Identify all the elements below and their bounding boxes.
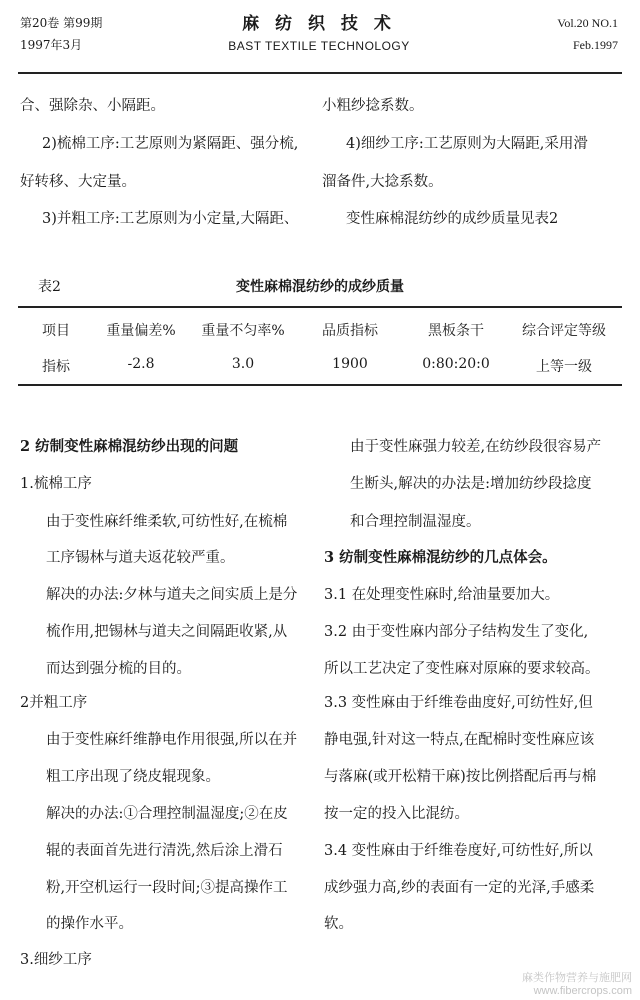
table-cell: 0:80:20:0 <box>422 356 490 372</box>
table-number: 表2 <box>38 279 61 295</box>
body-line: 变性麻棉混纺纱的成纱质量见表2 <box>346 211 559 227</box>
subsection-heading: 2并粗工序 <box>20 695 88 711</box>
body-line: 由于变性麻纤维静电作用很强,所以在并 <box>46 732 298 748</box>
page-header <box>20 12 618 72</box>
body-line: 解决的办法:①合理控制温湿度;②在皮 <box>46 806 288 822</box>
watermark-line-url: www.fibercrops.com <box>533 985 632 997</box>
body-line: 成纱强力高,纱的表面有一定的光泽,手感柔 <box>324 880 595 896</box>
body-line: 3.1 在处理变性麻时,给油量要加大。 <box>324 587 560 603</box>
table-header-cell: 综合评定等级 <box>522 323 606 339</box>
section-heading: 2 纺制变性麻棉混纺纱出现的问题 <box>20 438 239 455</box>
table-cell: 1900 <box>332 356 368 372</box>
header-right <box>557 12 618 56</box>
watermark <box>522 972 632 998</box>
table-header-cell: 项目 <box>42 323 70 339</box>
body-line: 静电强,针对这一特点,在配棉时变性麻应该 <box>324 732 595 748</box>
journal-title-zh: 麻 纺 织 技 术 <box>242 14 396 34</box>
body-line: 的操作水平。 <box>46 916 133 932</box>
table-header-cell: 重量偏差% <box>106 323 176 339</box>
body-line: 梳作用,把锡林与道夫之间隔距收紧,从 <box>46 624 288 640</box>
journal-title <box>20 12 618 56</box>
table-title: 变性麻棉混纺纱的成纱质量 <box>236 279 404 295</box>
section-heading: 3 纺制变性麻棉混纺纱的几点体会。 <box>324 549 557 566</box>
body-line: 按一定的投入比混纺。 <box>324 806 469 822</box>
table-cell: 3.0 <box>231 356 255 372</box>
body-line: 3.3 变性麻由于纤维卷曲度好,可纺性好,但 <box>324 695 593 711</box>
body-line: 2)梳棉工序:工艺原则为紧隔距、强分梳, <box>42 136 299 152</box>
table-header-cell: 品质指标 <box>322 323 378 339</box>
volume-issue: 第20卷 第99期 <box>20 16 103 30</box>
body-line: 软。 <box>324 916 353 932</box>
body-line: 和合理控制温湿度。 <box>350 514 481 530</box>
body-line: 溜备件,大捻系数。 <box>322 174 443 190</box>
body-line: 3.4 变性麻由于纤维卷度好,可纺性好,所以 <box>324 843 593 859</box>
watermark-line-zh: 麻类作物营养与施肥网 <box>522 972 632 984</box>
subsection-heading: 1.梳棉工序 <box>20 476 92 492</box>
table-caption <box>0 274 640 296</box>
table-cell: 指标 <box>42 359 70 375</box>
body-line: 合、强除杂、小隔距。 <box>20 98 165 114</box>
body-line: 好转移、大定量。 <box>20 174 136 190</box>
journal-title-en: BAST TEXTILE TECHNOLOGY <box>228 39 410 53</box>
date-en: Feb.1997 <box>573 38 618 52</box>
body-line: 小粗纱捻系数。 <box>322 98 424 114</box>
table-header-cell: 重量不匀率% <box>201 323 285 339</box>
table-cell: -2.8 <box>127 356 155 372</box>
table-header-cell: 黑板条干 <box>428 323 484 339</box>
table-top-rule <box>18 306 622 308</box>
table-cell: 上等一级 <box>536 359 592 375</box>
issue-date: 1997年3月 <box>20 38 83 52</box>
header-rule <box>18 72 622 74</box>
table-row <box>0 354 640 378</box>
body-line: 粗工序出现了绕皮辊现象。 <box>46 769 220 785</box>
body-line: 解决的办法:夕林与道夫之间实质上是分 <box>46 587 298 603</box>
body-line: 而达到强分梳的目的。 <box>46 661 191 677</box>
table-bottom-rule <box>18 384 622 386</box>
body-line: 所以工艺决定了变性麻对原麻的要求较高。 <box>324 661 600 677</box>
body-line: 生断头,解决的办法是:增加纺纱段捻度 <box>350 476 592 492</box>
body-line: 由于变性麻纤维柔软,可纺性好,在梳棉 <box>46 514 288 530</box>
body-line: 与落麻(或开松精干麻)按比例搭配后再与棉 <box>324 769 597 785</box>
body-line: 由于变性麻强力较差,在纺纱段很容易产 <box>350 439 602 455</box>
body-line: 工序锡林与道夫返花较严重。 <box>46 550 235 566</box>
body-line: 粉,开空机运行一段时间;③提高操作工 <box>46 880 288 896</box>
volume-en: Vol.20 NO.1 <box>557 16 618 30</box>
body-line: 辊的表面首先进行清洗,然后涂上滑石 <box>46 843 283 859</box>
body-line: 4)细纱工序:工艺原则为大隔距,采用滑 <box>346 136 588 152</box>
body-line: 3)并粗工序:工艺原则为小定量,大隔距、 <box>42 211 299 227</box>
body-line: 3.2 由于变性麻内部分子结构发生了变化, <box>324 624 589 640</box>
subsection-heading: 3.细纱工序 <box>20 952 92 968</box>
table-header-row <box>0 318 640 342</box>
